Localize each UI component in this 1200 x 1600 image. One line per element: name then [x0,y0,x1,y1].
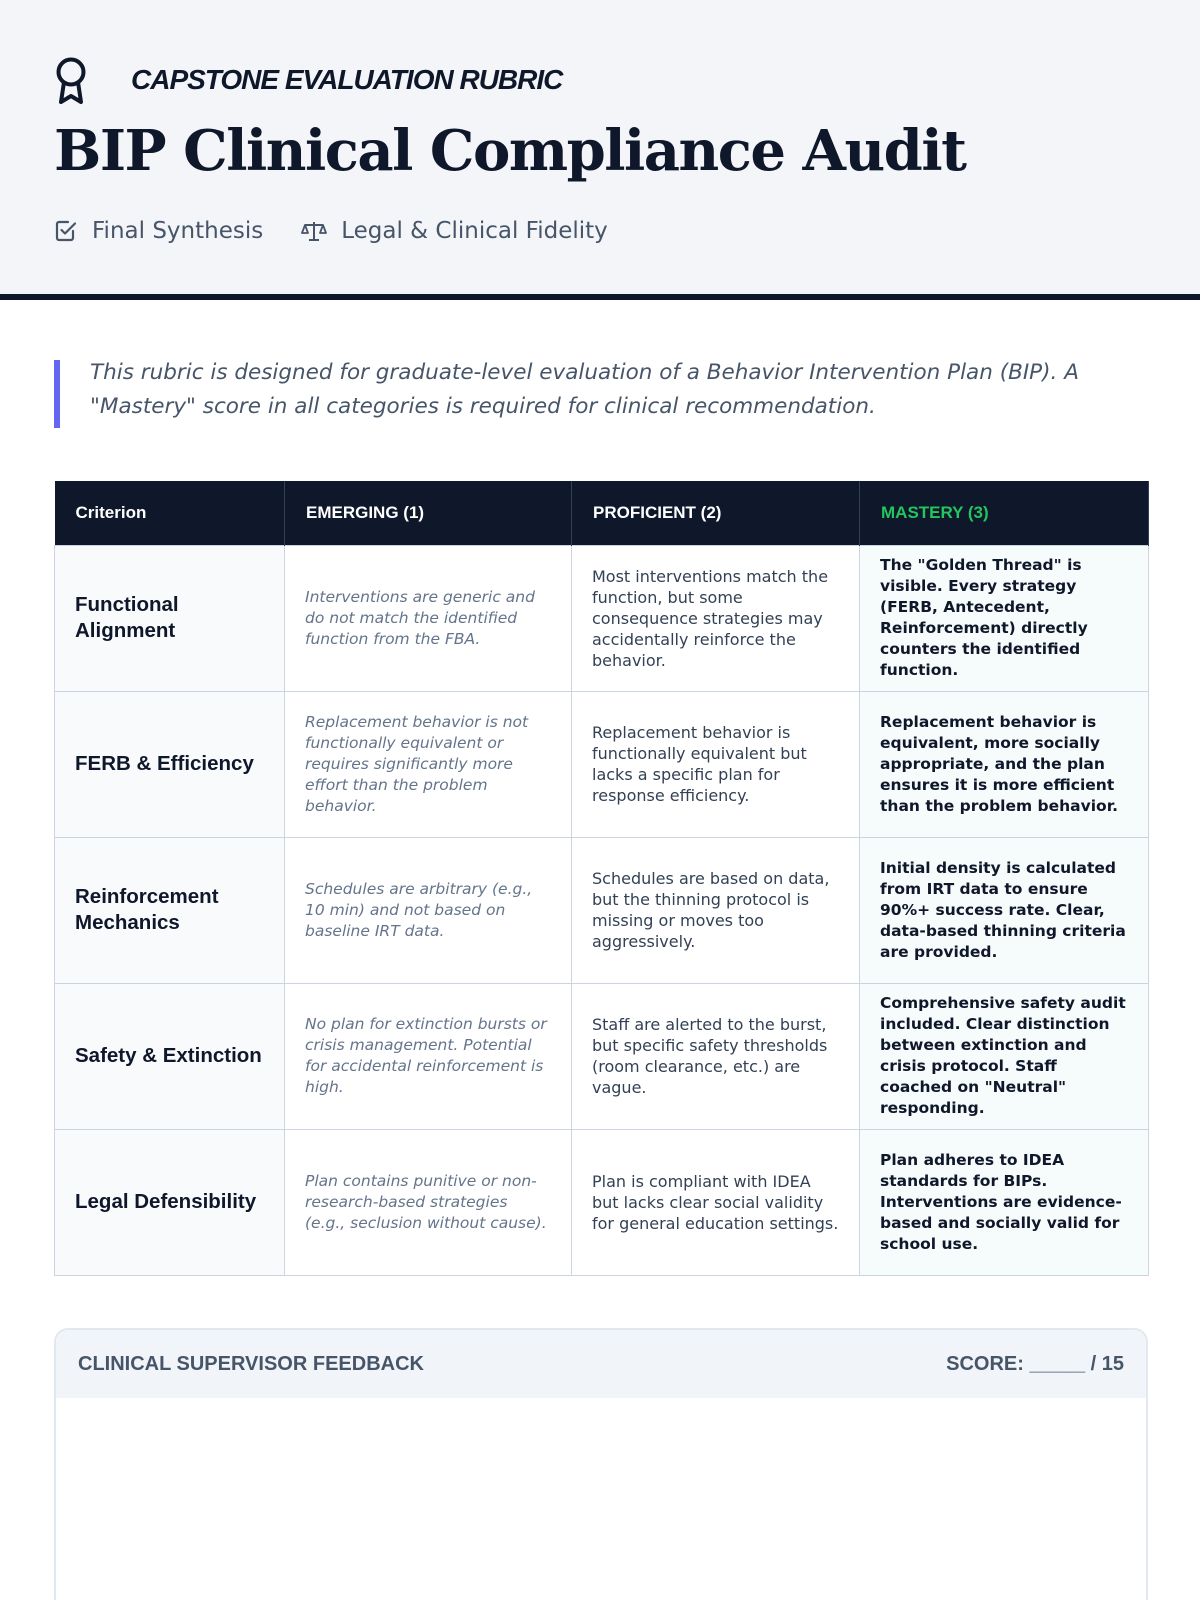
intro-callout [54,360,1154,428]
mastery-cell: Plan adheres to IDEA standards for BIPs. Interventions are evidence-based and socially valid for school use. [860,1129,1149,1275]
table-row [55,1129,1149,1275]
scale-icon [301,219,341,243]
table-row [55,983,1149,1129]
column-header-criterion: Criterion [55,481,285,545]
feedback-header [56,1330,1146,1398]
mastery-cell: Comprehensive safety audit included. Clear distinction between extinction and crisis protocol. Staff coached on "Neutral" responding. [860,983,1149,1129]
proficient-cell: Schedules are based on data, but the thinning protocol is missing or moves too aggressively. [572,837,860,983]
emerging-cell: No plan for extinction bursts or crisis management. Potential for accidental reinforcement is high. [285,983,572,1129]
mastery-cell: Replacement behavior is equivalent, more socially appropriate, and the plan ensures it is more efficient than the problem behavior. [860,691,1149,837]
column-header-proficient: PROFICIENT (2) [572,481,860,545]
meta-row [54,214,646,248]
emerging-cell: Schedules are arbitrary (e.g., 10 min) and not based on baseline IRT data. [285,837,572,983]
mastery-cell: The "Golden Thread" is visible. Every strategy (FERB, Antecedent, Reinforcement) directly counters the identified function. [860,545,1149,691]
mastery-cell: Initial density is calculated from IRT data to ensure 90%+ success rate. Clear, data-based thinning criteria are provided. [860,837,1149,983]
criterion-cell: Safety & Extinction [55,983,285,1129]
column-header-mastery: MASTERY (3) [860,481,1149,545]
header [0,0,1200,300]
rubric-table [54,481,1149,1276]
criterion-cell: Legal Defensibility [55,1129,285,1275]
rubric-header-row [55,481,1149,545]
feedback-title: CLINICAL SUPERVISOR FEEDBACK [78,1352,424,1375]
emerging-cell: Interventions are generic and do not match the identified function from the FBA. [285,545,572,691]
table-row [55,837,1149,983]
table-row [55,545,1149,691]
meta-item-fidelity [301,218,608,244]
column-header-emerging: EMERGING (1) [285,481,572,545]
proficient-cell: Replacement behavior is functionally equivalent but lacks a specific plan for response efficiency. [572,691,860,837]
page-title: BIP Clinical Compliance Audit [54,118,966,184]
eyebrow-text: CAPSTONE EVALUATION RUBRIC [131,64,563,95]
table-row [55,691,1149,837]
emerging-cell: Plan contains punitive or non-research-based strategies (e.g., seclusion without cause). [285,1129,572,1275]
meta-item-synthesis [54,218,263,244]
supervisor-feedback-box[interactable] [54,1328,1148,1600]
meta-label: Legal & Clinical Fidelity [341,218,608,244]
score-field[interactable]: SCORE: _____ / 15 [946,1352,1124,1375]
proficient-cell: Most interventions match the function, but some consequence strategies may accidentally reinforce the behavior. [572,545,860,691]
proficient-cell: Staff are alerted to the burst, but specific safety thresholds (room clearance, etc.) are vague. [572,983,860,1129]
award-ribbon-icon [55,55,87,105]
criterion-cell: FERB & Efficiency [55,691,285,837]
criterion-cell: Reinforcement Mechanics [55,837,285,983]
emerging-cell: Replacement behavior is not functionally equivalent or requires significantly more effort than the problem behavior. [285,691,572,837]
criterion-cell: Functional Alignment [55,545,285,691]
meta-label: Final Synthesis [92,218,264,244]
intro-text: This rubric is designed for graduate-level evaluation of a Behavior Intervention Plan (BIP). A "Mastery" score in all categories is required for clinical recommendation. [90,360,1079,419]
eyebrow [55,54,562,106]
checkbox-icon [54,219,92,243]
proficient-cell: Plan is compliant with IDEA but lacks clear social validity for general education settings. [572,1129,860,1275]
